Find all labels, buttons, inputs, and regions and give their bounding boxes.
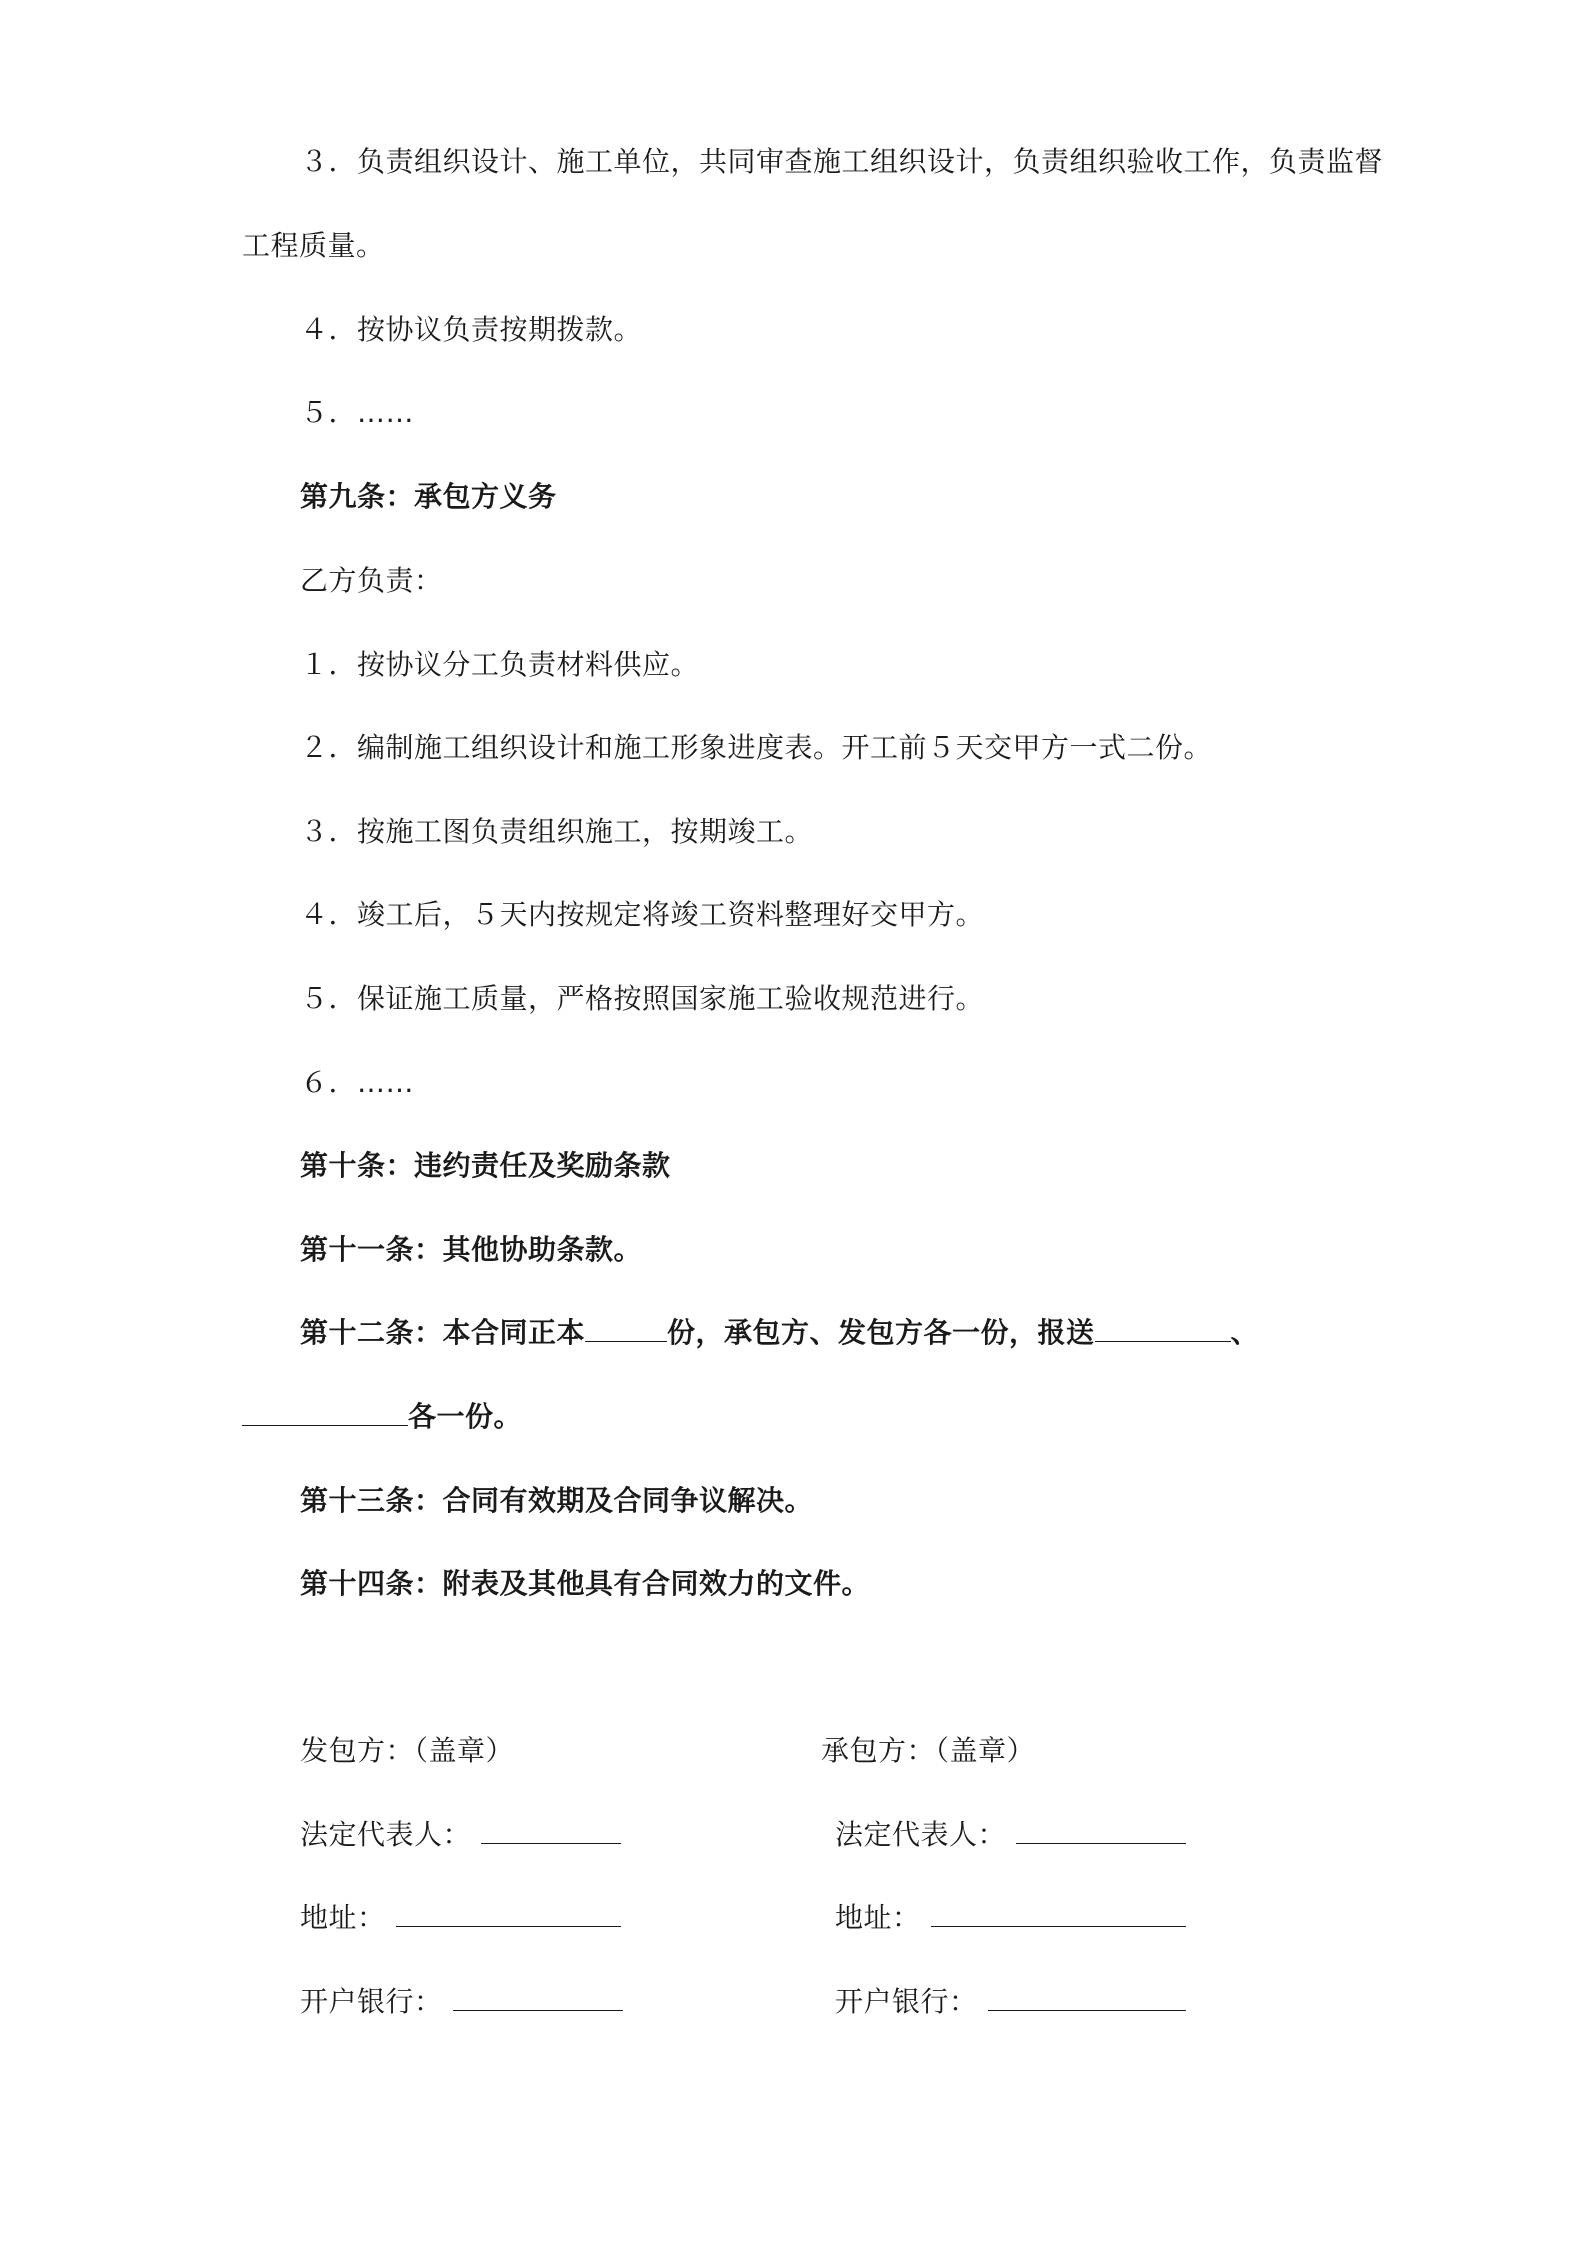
contractor-rep-blank[interactable] (1016, 1815, 1186, 1844)
party-b-duty-4: ４．竣工后，５天内按规定将竣工资料整理好交甲方。 (300, 898, 985, 931)
copies-count-blank[interactable] (585, 1313, 667, 1342)
contractor-seal-label: 承包方：（盖章） (821, 1734, 1036, 1767)
party-b-duty-5: ５．保证施工质量，严格按照国家施工验收规范进行。 (300, 982, 985, 1015)
article-9-intro: 乙方负责： (300, 564, 443, 597)
article-14: 第十四条：附表及其他具有合同效力的文件。 (300, 1567, 871, 1600)
report-to-blank-2[interactable] (242, 1397, 408, 1426)
party-b-duty-2: ２．编制施工组织设计和施工形象进度表。开工前５天交甲方一式二份。 (300, 731, 1213, 764)
employer-bank-label: 开户银行： (300, 1985, 443, 2018)
employer-bank-row (300, 1982, 623, 2022)
contractor-rep-label: 法定代表人： (835, 1818, 1007, 1851)
employer-bank-blank[interactable] (453, 1982, 623, 2011)
employer-rep-blank[interactable] (481, 1815, 621, 1844)
contractor-bank-blank[interactable] (988, 1982, 1186, 2011)
party-a-duty-3-line1: ３．负责组织设计、施工单位，共同审查施工组织设计，负责组织验收工作，负责监督 (300, 145, 1384, 178)
employer-rep-label: 法定代表人： (300, 1818, 472, 1851)
article-11: 第十一条：其他协助条款。 (300, 1233, 643, 1266)
article-12-line2 (242, 1397, 522, 1437)
party-a-duty-4: ４．按协议负责按期拨款。 (300, 313, 643, 346)
contractor-address-row (835, 1898, 1186, 1938)
contractor-bank-row (835, 1982, 1186, 2022)
article-12-text-3: 、 (1230, 1316, 1260, 1349)
article-12-line1 (300, 1313, 1259, 1353)
employer-address-blank[interactable] (396, 1898, 621, 1927)
party-a-duty-3-line2: 工程质量。 (242, 229, 385, 262)
party-b-duty-3: ３．按施工图负责组织施工，按期竣工。 (300, 815, 814, 848)
party-b-duty-6: ６．…… (300, 1066, 415, 1099)
article-10: 第十条：违约责任及奖励条款 (300, 1149, 671, 1182)
party-b-duty-1: １．按协议分工负责材料供应。 (300, 648, 700, 681)
article-12-text-2: 份，承包方、发包方各一份，报送 (667, 1316, 1095, 1349)
article-13: 第十三条：合同有效期及合同争议解决。 (300, 1484, 814, 1517)
article-9-heading: 第九条：承包方义务 (300, 480, 557, 513)
article-12-text-4: 各一份。 (408, 1400, 523, 1433)
employer-seal-label: 发包方：（盖章） (300, 1734, 515, 1767)
report-to-blank-1[interactable] (1095, 1313, 1231, 1342)
contractor-rep-row (835, 1815, 1186, 1855)
employer-rep-row (300, 1815, 621, 1855)
article-12-text-1: 第十二条：本合同正本 (300, 1316, 586, 1349)
employer-address-row (300, 1898, 621, 1938)
employer-address-label: 地址： (300, 1901, 386, 1934)
party-a-duty-5: ５．…… (300, 396, 415, 429)
contractor-bank-label: 开户银行： (835, 1985, 978, 2018)
contractor-address-label: 地址： (835, 1901, 921, 1934)
contractor-address-blank[interactable] (931, 1898, 1186, 1927)
